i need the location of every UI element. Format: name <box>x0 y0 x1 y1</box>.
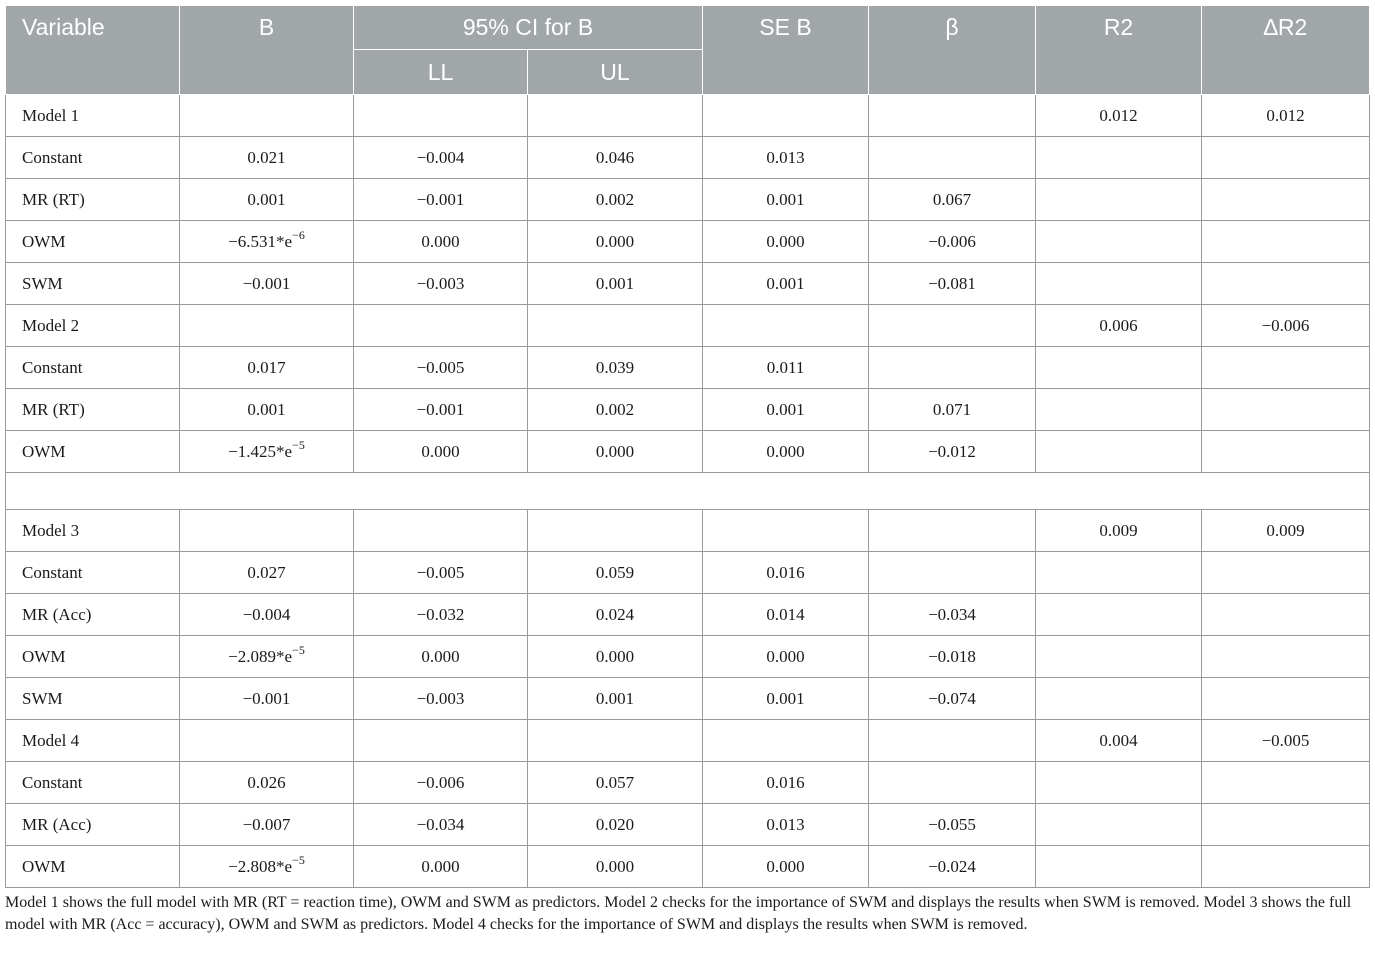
cell-beta: −0.074 <box>869 678 1036 720</box>
cell-dr2 <box>1202 594 1370 636</box>
cell-b-exponent: −6 <box>292 227 305 242</box>
cell-ul: 0.001 <box>528 263 703 305</box>
cell-b: −0.004 <box>180 594 354 636</box>
cell-b: −0.007 <box>180 804 354 846</box>
cell-b: 0.026 <box>180 762 354 804</box>
cell-r2 <box>1036 678 1202 720</box>
cell-ll: −0.032 <box>354 594 528 636</box>
cell-beta: −0.018 <box>869 636 1036 678</box>
cell-b <box>180 305 354 347</box>
cell-se: 0.000 <box>703 221 869 263</box>
cell-b: 0.027 <box>180 552 354 594</box>
cell-b: −0.001 <box>180 263 354 305</box>
cell-beta <box>869 510 1036 552</box>
cell-dr2 <box>1202 431 1370 473</box>
cell-dr2 <box>1202 179 1370 221</box>
header-b: B <box>180 6 354 95</box>
cell-ul: 0.000 <box>528 846 703 888</box>
cell-ul <box>528 720 703 762</box>
cell-ll: −0.001 <box>354 179 528 221</box>
cell-b-exponent: −5 <box>292 642 305 657</box>
cell-beta: −0.081 <box>869 263 1036 305</box>
table-row <box>6 678 1370 720</box>
cell-beta: −0.024 <box>869 846 1036 888</box>
cell-b-mantissa: −2.808*e <box>228 856 293 876</box>
cell-b <box>180 95 354 137</box>
cell-b <box>180 846 354 888</box>
cell-se <box>703 305 869 347</box>
table-row <box>6 510 1370 552</box>
cell-ul: 0.039 <box>528 347 703 389</box>
cell-beta <box>869 137 1036 179</box>
cell-ul <box>528 95 703 137</box>
cell-b: 0.001 <box>180 179 354 221</box>
header-ci: 95% CI for B <box>354 6 703 50</box>
cell-b-mantissa: −6.531*e <box>228 231 293 251</box>
cell-se <box>703 95 869 137</box>
cell-b <box>180 636 354 678</box>
cell-dr2 <box>1202 804 1370 846</box>
cell-ll: −0.005 <box>354 347 528 389</box>
cell-ll <box>354 720 528 762</box>
cell-dr2 <box>1202 389 1370 431</box>
header-beta: β <box>869 6 1036 95</box>
cell-r2: 0.006 <box>1036 305 1202 347</box>
cell-r2 <box>1036 179 1202 221</box>
table-row <box>6 720 1370 762</box>
cell-se: 0.000 <box>703 846 869 888</box>
spacer-cell <box>6 473 180 510</box>
row-label: Model 2 <box>6 305 180 347</box>
cell-b: 0.001 <box>180 389 354 431</box>
row-label: MR (Acc) <box>6 594 180 636</box>
cell-ll: −0.003 <box>354 678 528 720</box>
cell-ul: 0.046 <box>528 137 703 179</box>
table-footnote: Model 1 shows the full model with MR (RT = reaction time), OWM and SWM as predictors. Model 2 checks for the importance of SWM and displays the results when SWM is removed. Model 3 shows the full model with MR (Acc = accuracy), OWM and SWM as predictors. Model 4 checks for the importance of SWM and displays the results when SWM is removed. <box>5 894 1352 933</box>
cell-r2: 0.009 <box>1036 510 1202 552</box>
cell-r2 <box>1036 431 1202 473</box>
row-label: SWM <box>6 263 180 305</box>
cell-dr2 <box>1202 221 1370 263</box>
row-label: OWM <box>6 431 180 473</box>
cell-beta: −0.006 <box>869 221 1036 263</box>
row-label: MR (RT) <box>6 389 180 431</box>
cell-se: 0.014 <box>703 594 869 636</box>
cell-b: −0.001 <box>180 678 354 720</box>
cell-se <box>703 720 869 762</box>
cell-ul: 0.002 <box>528 389 703 431</box>
cell-b-mantissa: −1.425*e <box>228 441 293 461</box>
cell-ul: 0.024 <box>528 594 703 636</box>
table-row <box>6 305 1370 347</box>
cell-ul: 0.000 <box>528 221 703 263</box>
row-label: Constant <box>6 552 180 594</box>
row-label: Model 3 <box>6 510 180 552</box>
cell-dr2 <box>1202 846 1370 888</box>
row-label: OWM <box>6 221 180 263</box>
cell-b <box>180 431 354 473</box>
cell-se: 0.001 <box>703 263 869 305</box>
table-row <box>6 636 1370 678</box>
cell-dr2 <box>1202 263 1370 305</box>
cell-dr2 <box>1202 762 1370 804</box>
cell-beta <box>869 347 1036 389</box>
regression-table-container <box>5 5 1369 936</box>
row-label: SWM <box>6 678 180 720</box>
cell-ll: −0.001 <box>354 389 528 431</box>
header-variable: Variable <box>6 6 180 95</box>
table-row <box>6 179 1370 221</box>
cell-ll: −0.003 <box>354 263 528 305</box>
table-header <box>6 6 1370 95</box>
cell-ul: 0.020 <box>528 804 703 846</box>
cell-dr2: −0.006 <box>1202 305 1370 347</box>
cell-dr2 <box>1202 552 1370 594</box>
cell-ul: 0.000 <box>528 636 703 678</box>
cell-se: 0.000 <box>703 636 869 678</box>
cell-ll: 0.000 <box>354 846 528 888</box>
cell-r2 <box>1036 594 1202 636</box>
row-label: Constant <box>6 762 180 804</box>
cell-se: 0.000 <box>703 431 869 473</box>
table-row <box>6 263 1370 305</box>
cell-b: 0.021 <box>180 137 354 179</box>
cell-ll: −0.034 <box>354 804 528 846</box>
cell-se: 0.001 <box>703 389 869 431</box>
cell-ul <box>528 305 703 347</box>
table-row <box>6 431 1370 473</box>
cell-b <box>180 510 354 552</box>
cell-dr2 <box>1202 636 1370 678</box>
cell-dr2 <box>1202 347 1370 389</box>
table-row <box>6 846 1370 888</box>
table-row <box>6 137 1370 179</box>
cell-beta <box>869 95 1036 137</box>
table-row <box>6 762 1370 804</box>
cell-r2 <box>1036 636 1202 678</box>
row-label: Constant <box>6 347 180 389</box>
cell-ll <box>354 305 528 347</box>
table-row <box>6 221 1370 263</box>
cell-se: 0.013 <box>703 137 869 179</box>
cell-se: 0.011 <box>703 347 869 389</box>
cell-se: 0.001 <box>703 678 869 720</box>
cell-beta <box>869 762 1036 804</box>
cell-ll: −0.004 <box>354 137 528 179</box>
header-ul: UL <box>528 50 703 95</box>
cell-dr2 <box>1202 137 1370 179</box>
cell-r2 <box>1036 263 1202 305</box>
cell-ll: −0.006 <box>354 762 528 804</box>
cell-ll: 0.000 <box>354 221 528 263</box>
cell-r2 <box>1036 552 1202 594</box>
cell-beta: −0.034 <box>869 594 1036 636</box>
header-se: SE B <box>703 6 869 95</box>
header-r2: R2 <box>1036 6 1202 95</box>
cell-ul: 0.002 <box>528 179 703 221</box>
cell-se: 0.016 <box>703 552 869 594</box>
cell-r2 <box>1036 137 1202 179</box>
spacer-row <box>6 473 1370 510</box>
row-label: Model 4 <box>6 720 180 762</box>
cell-r2: 0.004 <box>1036 720 1202 762</box>
cell-r2 <box>1036 762 1202 804</box>
cell-ll <box>354 95 528 137</box>
cell-ul: 0.059 <box>528 552 703 594</box>
cell-ll: −0.005 <box>354 552 528 594</box>
cell-dr2: 0.009 <box>1202 510 1370 552</box>
table-row <box>6 552 1370 594</box>
cell-se <box>703 510 869 552</box>
cell-beta: −0.012 <box>869 431 1036 473</box>
row-label: Constant <box>6 137 180 179</box>
cell-ll: 0.000 <box>354 636 528 678</box>
cell-beta <box>869 552 1036 594</box>
table-row <box>6 804 1370 846</box>
cell-beta: 0.067 <box>869 179 1036 221</box>
cell-b-exponent: −5 <box>292 437 305 452</box>
cell-dr2: 0.012 <box>1202 95 1370 137</box>
table-row <box>6 95 1370 137</box>
cell-se: 0.013 <box>703 804 869 846</box>
row-label: MR (Acc) <box>6 804 180 846</box>
cell-b: 0.017 <box>180 347 354 389</box>
cell-beta <box>869 305 1036 347</box>
row-label: OWM <box>6 846 180 888</box>
spacer-cell <box>180 473 1370 510</box>
cell-dr2: −0.005 <box>1202 720 1370 762</box>
regression-table <box>5 5 1370 888</box>
cell-dr2 <box>1202 678 1370 720</box>
cell-r2 <box>1036 389 1202 431</box>
cell-b-mantissa: −2.089*e <box>228 646 293 666</box>
cell-beta: −0.055 <box>869 804 1036 846</box>
cell-se: 0.001 <box>703 179 869 221</box>
cell-r2 <box>1036 221 1202 263</box>
cell-r2 <box>1036 804 1202 846</box>
row-label: Model 1 <box>6 95 180 137</box>
row-label: OWM <box>6 636 180 678</box>
table-row <box>6 389 1370 431</box>
cell-ul: 0.001 <box>528 678 703 720</box>
cell-ll: 0.000 <box>354 431 528 473</box>
cell-beta: 0.071 <box>869 389 1036 431</box>
cell-ul: 0.000 <box>528 431 703 473</box>
cell-se: 0.016 <box>703 762 869 804</box>
cell-ul: 0.057 <box>528 762 703 804</box>
table-body <box>6 95 1370 888</box>
cell-b <box>180 221 354 263</box>
header-ll: LL <box>354 50 528 95</box>
cell-r2: 0.012 <box>1036 95 1202 137</box>
table-row <box>6 347 1370 389</box>
cell-b <box>180 720 354 762</box>
cell-r2 <box>1036 347 1202 389</box>
table-row <box>6 594 1370 636</box>
header-delta-r2: ∆R2 <box>1202 6 1370 95</box>
cell-beta <box>869 720 1036 762</box>
cell-ul <box>528 510 703 552</box>
cell-b-exponent: −5 <box>292 852 305 867</box>
cell-r2 <box>1036 846 1202 888</box>
row-label: MR (RT) <box>6 179 180 221</box>
cell-ll <box>354 510 528 552</box>
